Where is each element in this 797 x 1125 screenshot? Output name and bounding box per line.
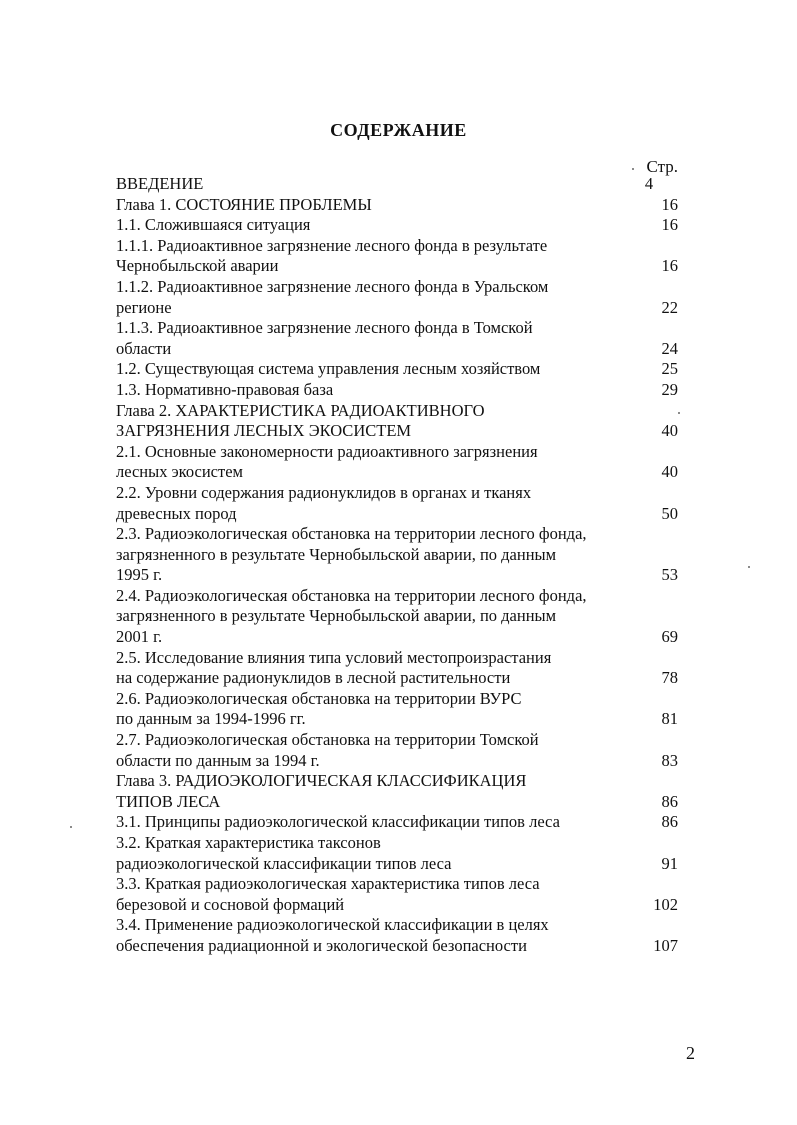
toc-entry <box>116 318 678 359</box>
toc-entry-text-line: Глава 3. РАДИОЭКОЛОГИЧЕСКАЯ КЛАССИФИКАЦИЯ <box>116 771 527 791</box>
toc-entry-text-line: на содержание радионуклидов в лесной растительности <box>116 668 511 688</box>
toc-entry-text-line: радиоэкологической классификации типов леса <box>116 853 452 873</box>
toc-entry-text-line: Глава 2. ХАРАКТЕРИСТИКА РАДИОАКТИВНОГО <box>116 400 485 420</box>
toc-entry-text-line: 3.3. Краткая радиоэкологическая характеристика типов леса <box>116 874 540 894</box>
toc-entry <box>116 215 678 236</box>
toc-entry-page-number: 78 <box>661 668 678 688</box>
toc-entry <box>116 195 678 216</box>
scan-speck <box>748 566 750 568</box>
toc-entry <box>116 812 678 833</box>
toc-entry <box>116 648 678 689</box>
toc-entry-text-line: 3.2. Краткая характеристика таксонов <box>116 833 381 852</box>
toc-entry-text-line: 2.2. Уровни содержания радионуклидов в органах и тканях <box>116 482 532 502</box>
toc-entry-text-line: 3.1. Принципы радиоэкологической классификации типов леса <box>116 812 560 832</box>
toc-entry-text-line: Глава 1. СОСТОЯНИЕ ПРОБЛЕМЫ <box>116 194 372 214</box>
toc-entry-text-line: ВВЕДЕНИЕ <box>116 174 204 193</box>
toc-entry-text-line: лесных экосистем <box>116 462 243 482</box>
toc-entry-text-line: 1.1.1. Радиоактивное загрязнение лесного фонда в результате <box>116 235 548 255</box>
toc-entry-page-number: 83 <box>661 750 678 770</box>
toc-entry-page-number: 25 <box>661 359 678 379</box>
toc-entry-text-line: ТИПОВ ЛЕСА <box>116 791 221 811</box>
toc-entry-text-line: 1.1. Сложившаяся ситуация <box>116 215 311 235</box>
toc-entry-text-line: 3.4. Применение радиоэкологической классификации в целях <box>116 915 549 935</box>
toc-entry-text-line: 2.1. Основные закономерности радиоактивного загрязнения <box>116 441 538 461</box>
scan-speck <box>678 412 680 414</box>
toc-entry <box>116 586 678 648</box>
toc-entry-page-number: 16 <box>661 256 678 276</box>
toc-entry-text-line: Чернобыльской аварии <box>116 256 279 276</box>
toc-entry-text-line: 2001 г. <box>116 627 163 647</box>
toc-entry-text-line: 1.3. Нормативно-правовая база <box>116 379 334 399</box>
toc-entry <box>116 277 678 318</box>
toc-entry <box>116 442 678 483</box>
scan-speck <box>70 826 72 828</box>
toc-entry <box>116 833 678 874</box>
toc-entry-page-number: 107 <box>653 935 678 955</box>
toc-entry-text-line: 2.4. Радиоэкологическая обстановка на территории лесного фонда, <box>116 585 587 605</box>
toc-entry <box>116 771 678 812</box>
toc-entry-text-line: области <box>116 338 172 358</box>
toc-entry-page-number: 86 <box>661 812 678 832</box>
toc-entry <box>116 236 678 277</box>
toc-entry-text-line: 2.6. Радиоэкологическая обстановка на территории ВУРС <box>116 688 522 708</box>
page-column-header: Стр. <box>646 157 678 176</box>
toc-entry-text-line: 2.7. Радиоэкологическая обстановка на территории Томской <box>116 730 539 750</box>
toc-entry-text-line: 1.1.3. Радиоактивное загрязнение лесного фонда в Томской <box>116 318 533 338</box>
toc-entry-page-number: 102 <box>653 894 678 914</box>
toc-entry-text-line: 2.3. Радиоэкологическая обстановка на территории лесного фонда, <box>116 524 587 544</box>
toc-entry-text-line: древесных пород <box>116 503 237 523</box>
toc-entry-page-number: 16 <box>661 215 678 235</box>
toc-entry-page-number: 40 <box>661 462 678 482</box>
toc-entry-text-line: 1.1.2. Радиоактивное загрязнение лесного фонда в Уральском <box>116 276 549 296</box>
scan-speck <box>632 168 634 170</box>
toc-entry <box>116 874 678 915</box>
toc-entry <box>116 380 678 401</box>
toc-entry-text-line: 2.5. Исследование влияния типа условий местопроизрастания <box>116 647 552 667</box>
toc-entry <box>116 915 678 956</box>
toc-entry-page-number: 29 <box>661 379 678 399</box>
toc-entry-page-number: 86 <box>661 791 678 811</box>
toc-entry <box>116 524 678 586</box>
toc-entry <box>116 730 678 771</box>
toc-entry-text-line: 1995 г. <box>116 565 163 585</box>
toc-entry-text-line: области по данным за 1994 г. <box>116 750 320 770</box>
toc-entry-page-number: 40 <box>661 421 678 441</box>
toc-entry-text-line: березовой и сосновой формаций <box>116 894 345 914</box>
page-number: 2 <box>686 1043 695 1063</box>
toc-entry-page-number: 53 <box>661 565 678 585</box>
toc-entry-page-number: 16 <box>661 194 678 214</box>
toc-entry-text-line: регионе <box>116 297 172 317</box>
toc-entry <box>116 483 678 524</box>
toc-entry-text-line: 1.2. Существующая система управления лесным хозяйством <box>116 359 541 379</box>
table-of-contents <box>116 174 678 957</box>
toc-entry-text-line: загрязненного в результате Чернобыльской аварии, по данным <box>116 606 557 626</box>
page-title: СОДЕРЖАНИЕ <box>330 120 467 140</box>
toc-entry <box>116 689 678 730</box>
toc-entry <box>116 174 678 195</box>
toc-entry-text-line: обеспечения радиационной и экологической безопасности <box>116 935 527 955</box>
toc-entry-page-number: 4 <box>644 174 654 193</box>
toc-entry-page-number: 69 <box>661 627 678 647</box>
toc-entry <box>116 401 678 442</box>
toc-entry-page-number: 22 <box>661 297 678 317</box>
toc-entry-page-number: 50 <box>661 503 678 523</box>
toc-entry-page-number: 24 <box>661 338 678 358</box>
toc-entry-page-number: 81 <box>661 709 678 729</box>
toc-entry-text-line: загрязненного в результате Чернобыльской аварии, по данным <box>116 544 557 564</box>
toc-entry <box>116 359 678 380</box>
toc-entry-text-line: по данным за 1994-1996 гг. <box>116 709 306 729</box>
toc-entry-text-line: ЗАГРЯЗНЕНИЯ ЛЕСНЫХ ЭКОСИСТЕМ <box>116 421 412 441</box>
toc-entry-page-number: 91 <box>661 853 678 873</box>
